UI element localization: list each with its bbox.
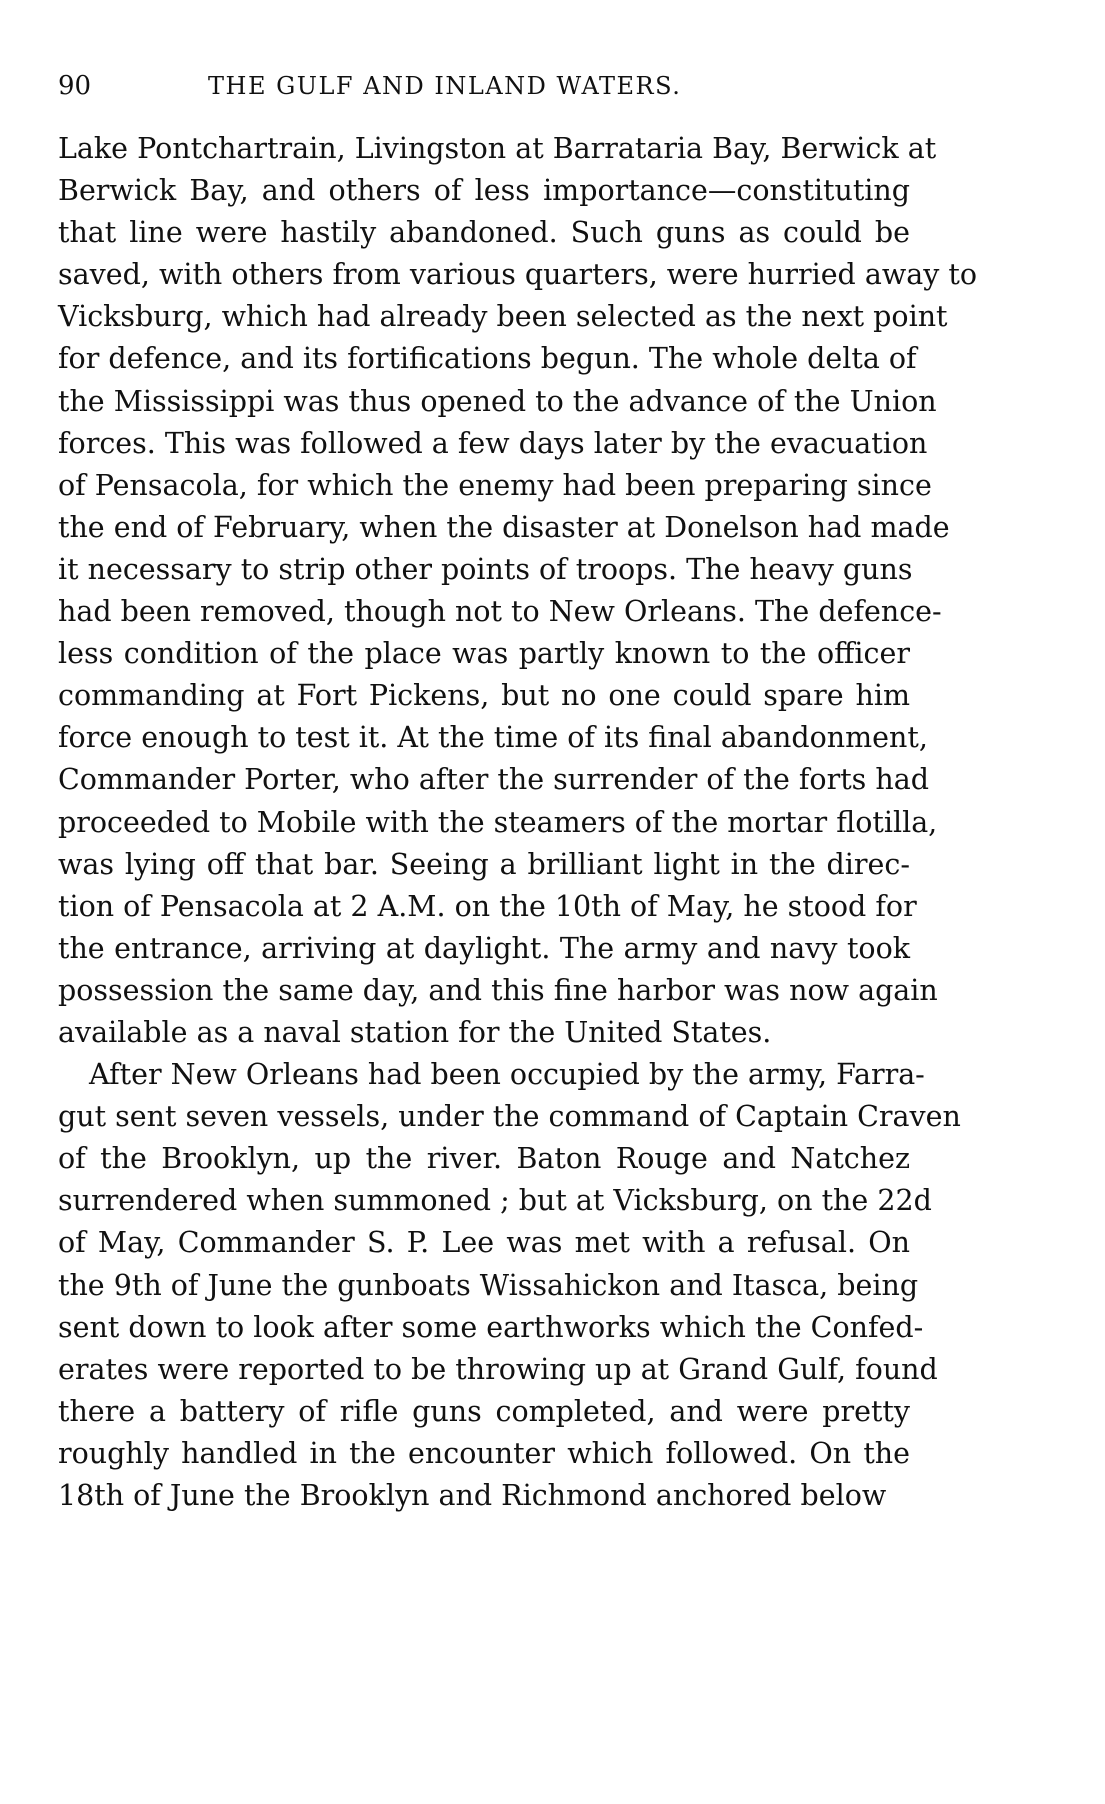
text-line: roughly handled in the encounter which followed. On the (58, 1436, 910, 1470)
text-line: the end of February, when the disaster at Donelson had made (58, 510, 950, 544)
page-header (58, 68, 920, 104)
text-line: less condition of the place was partly known to the officer (58, 637, 910, 671)
text-line: was lying off that bar. Seeing a brilliant light in the direc- (58, 847, 910, 881)
paragraph (58, 128, 978, 1054)
text-line: had been removed, though not to New Orleans. The defence- (58, 595, 942, 629)
text-line: the 9th of June the gunboats Wissahickon and Itasca, being (58, 1268, 919, 1302)
text-line: surrendered when summoned ; but at Vicksburg, on the 22d (58, 1184, 932, 1218)
text-line: there a battery of rifle guns completed, and were pretty (58, 1394, 910, 1428)
paragraph (58, 1054, 961, 1517)
text-line: forces. This was followed a few days later by the evacuation (58, 426, 928, 460)
text-line: of the Brooklyn, up the river. Baton Rouge and Natchez (58, 1142, 910, 1176)
running-head: THE GULF AND INLAND WATERS. (208, 72, 682, 100)
text-line: Commander Porter, who after the surrender of the forts had (58, 763, 929, 797)
text-line: force enough to test it. At the time of its final abandonment, (58, 721, 928, 755)
text-line: Vicksburg, which had already been selected as the next point (58, 300, 948, 334)
text-line: Lake Pontchartrain, Livingston at Barrataria Bay, Berwick at (58, 132, 937, 165)
text-line: the Mississippi was thus opened to the advance of the Union (58, 384, 937, 418)
text-line: saved, with others from various quarters, were hurried away to (58, 258, 978, 292)
text-line: Berwick Bay, and others of less importance—constituting (58, 174, 910, 208)
text-line: of Pensacola, for which the enemy had been preparing since (58, 468, 932, 502)
text-line: 18th of June the Brooklyn and Richmond anchored below (58, 1479, 887, 1512)
text-line: possession the same day, and this fine harbor was now again (58, 973, 938, 1007)
text-line: tion of Pensacola at 2 A.M. on the 10th of May, he stood for (58, 889, 917, 923)
text-line: erates were reported to be throwing up at Grand Gulf, found (58, 1352, 938, 1386)
text-line: proceeded to Mobile with the steamers of the mortar flotilla, (58, 805, 938, 839)
text-line: the entrance, arriving at daylight. The army and navy took (58, 931, 910, 965)
text-line: available as a naval station for the United States. (58, 1015, 772, 1049)
text-line: sent down to look after some earthworks which the Confed- (58, 1310, 924, 1344)
text-line: that line were hastily abandoned. Such guns as could be (58, 216, 910, 250)
text-line: gut sent seven vessels, under the command of Captain Craven (58, 1100, 961, 1134)
text-line: it necessary to strip other points of troops. The heavy guns (58, 552, 913, 586)
page-number: 90 (58, 71, 92, 101)
text-line: for defence, and its fortifications begun. The whole delta of (58, 342, 917, 376)
text-line: commanding at Fort Pickens, but no one could spare him (58, 679, 910, 713)
text-line: After New Orleans had been occupied by the army, Farra- (89, 1058, 925, 1092)
text-line: of May, Commander S. P. Lee was met with a refusal. On (58, 1226, 910, 1260)
body-text (58, 128, 978, 1517)
